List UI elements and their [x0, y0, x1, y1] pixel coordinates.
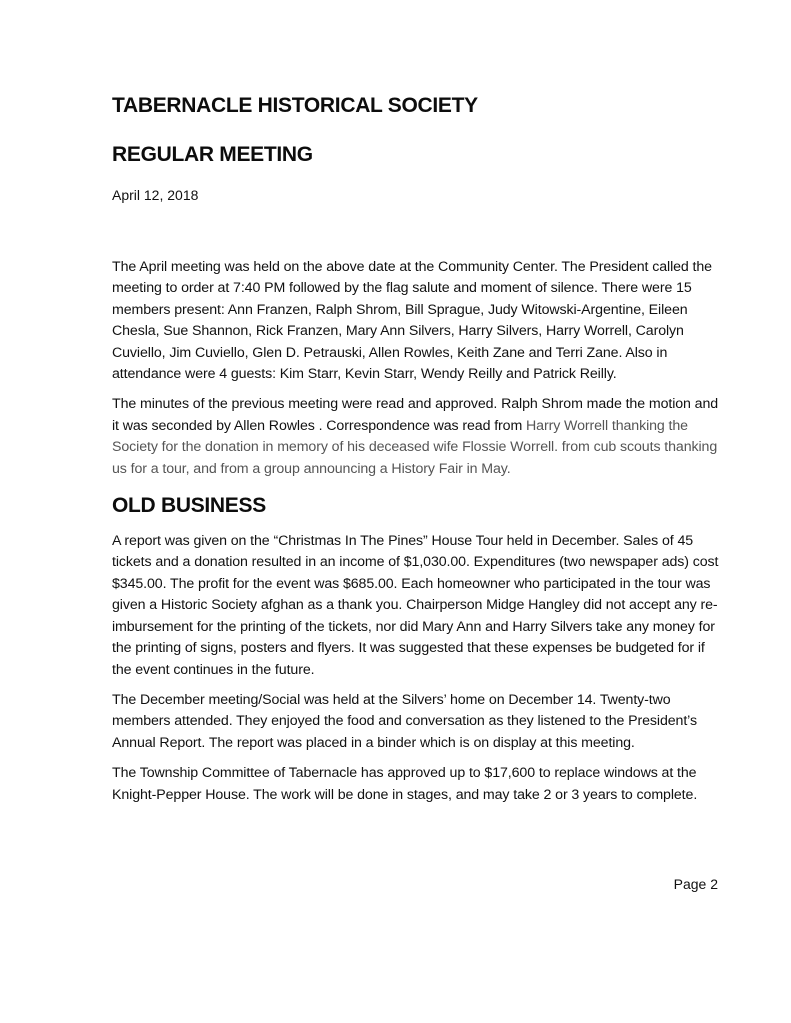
meeting-subtitle: REGULAR MEETING — [112, 143, 313, 166]
correspondence-text: Harry Worrell thanking the Society for the donation in memory of his deceased wife Flossie Worrell. from cub scouts thanking us for a tour, and from a group announcing a History Fair in May. — [112, 417, 718, 477]
december-social-paragraph: The December meeting/Social was held at the Silvers’ home on December 14. Twenty-two members attended. They enjoyed the food and conversation as they listened to the President’s Annual Report. The report was placed in a binder which is on display at this meeting. — [112, 691, 697, 751]
house-tour-report-paragraph: A report was given on the “Christmas In The Pines” House Tour held in December. Sales of 45 tickets and a donation resulted in an income of $1,030.00. Expenditures (two newspaper ads) cost $345.00. The profit for the event was $685.00. Each homeowner who participated in the tour was given a Historic Society afghan as a thank you. Chairperson Midge Hangley did not accept any re-imbursement for the printing of the tickets, nor did Mary Ann and Harry Silvers take any money for the printing of signs, posters and flyers. It was suggested that these expenses be budgeted for if the event continues in the future. — [112, 533, 719, 678]
old-business-heading: OLD BUSINESS — [112, 494, 266, 518]
minutes-correspondence-paragraph — [112, 394, 722, 480]
attendance-paragraph: The April meeting was held on the above date at the Community Center. The President called the meeting to order at 7:40 PM followed by the flag salute and moment of silence. There were 15 members present: Ann Franzen, Ralph Shrom, Bill Sprague, Judy Witowski-Argentine, Eileen Chesla, Sue Shannon, Rick Franzen, Mary Ann Silvers, Harry Silvers, Harry Worrell, Carolyn Cuviello, Jim Cuviello, Glen D. Petrauski, Allen Rowles, Keith Zane and Terri Zane. Also in attendance were 4 guests: Kim Starr, Kevin Starr, Wendy Reilly and Patrick Reilly. — [112, 259, 712, 383]
township-windows-paragraph: The Township Committee of Tabernacle has approved up to $17,600 to replace windows at the Knight-Pepper House. The work will be done in stages, and may take 2 or 3 years to complete. — [112, 765, 698, 803]
meeting-date: April 12, 2018 — [112, 187, 199, 203]
minutes-text: The minutes of the previous meeting were read and approved. Ralph Shrom made the motion and it was seconded by Allen Rowles . Correspondence was read from — [112, 396, 719, 434]
document-title: TABERNACLE HISTORICAL SOCIETY — [112, 94, 478, 117]
page-content — [112, 92, 722, 806]
page-number: Page 2 — [673, 876, 718, 892]
